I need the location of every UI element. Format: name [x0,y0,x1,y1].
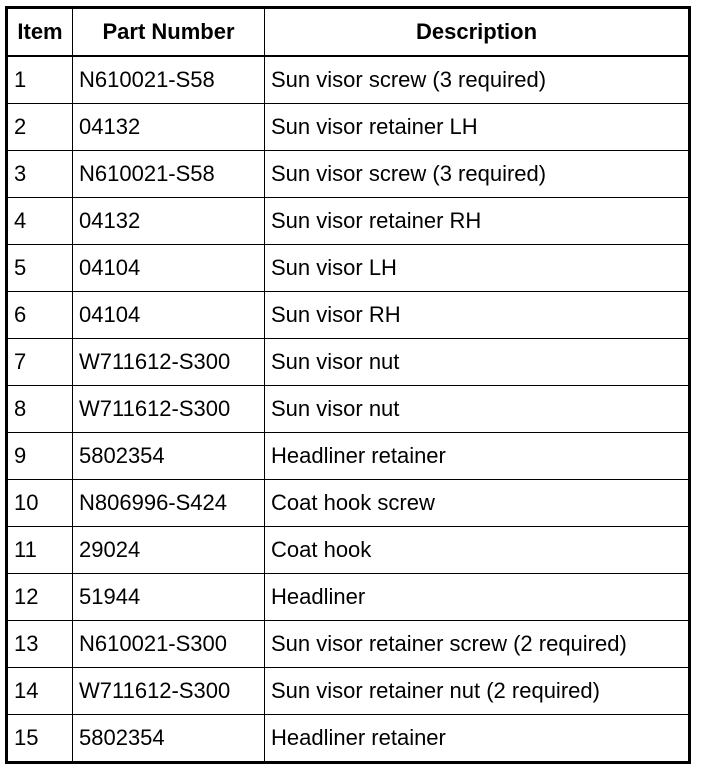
description-cell: Coat hook screw [265,480,690,527]
description-cell: Sun visor retainer RH [265,198,690,245]
table-row [7,574,690,621]
item-cell: 8 [7,386,73,433]
description-cell: Sun visor RH [265,292,690,339]
item-cell: 14 [7,668,73,715]
description-cell: Headliner retainer [265,433,690,480]
table-row [7,151,690,198]
description-cell: Sun visor retainer LH [265,104,690,151]
part-number-cell: 04104 [73,245,265,292]
description-cell: Sun visor LH [265,245,690,292]
item-cell: 9 [7,433,73,480]
column-header-item: Item [7,8,73,57]
column-header-part-number: Part Number [73,8,265,57]
description-cell: Sun visor screw (3 required) [265,151,690,198]
item-cell: 11 [7,527,73,574]
table-row [7,56,690,104]
part-number-cell: 51944 [73,574,265,621]
description-cell: Headliner [265,574,690,621]
item-cell: 15 [7,715,73,763]
description-cell: Sun visor retainer nut (2 required) [265,668,690,715]
part-number-cell: W711612-S300 [73,668,265,715]
table-row [7,480,690,527]
table-row [7,527,690,574]
table-row [7,198,690,245]
part-number-cell: W711612-S300 [73,339,265,386]
part-number-cell: 04132 [73,198,265,245]
item-cell: 6 [7,292,73,339]
table-row [7,668,690,715]
item-cell: 1 [7,56,73,104]
table-row [7,339,690,386]
part-number-cell: N806996-S424 [73,480,265,527]
table-row [7,621,690,668]
part-number-cell: N610021-S58 [73,56,265,104]
item-cell: 10 [7,480,73,527]
description-cell: Headliner retainer [265,715,690,763]
item-cell: 7 [7,339,73,386]
column-header-description: Description [265,8,690,57]
item-cell: 3 [7,151,73,198]
item-cell: 5 [7,245,73,292]
part-number-cell: W711612-S300 [73,386,265,433]
table-row [7,245,690,292]
description-cell: Sun visor retainer screw (2 required) [265,621,690,668]
part-number-cell: 04132 [73,104,265,151]
table-row [7,386,690,433]
description-cell: Sun visor nut [265,339,690,386]
part-number-cell: 04104 [73,292,265,339]
description-cell: Coat hook [265,527,690,574]
part-number-cell: 5802354 [73,715,265,763]
part-number-cell: N610021-S58 [73,151,265,198]
table-row [7,104,690,151]
part-number-cell: 29024 [73,527,265,574]
item-cell: 12 [7,574,73,621]
item-cell: 13 [7,621,73,668]
table-header-row [7,8,690,57]
item-cell: 2 [7,104,73,151]
part-number-cell: 5802354 [73,433,265,480]
parts-table [5,6,691,764]
table-row [7,433,690,480]
description-cell: Sun visor screw (3 required) [265,56,690,104]
table-row [7,715,690,763]
table-row [7,292,690,339]
description-cell: Sun visor nut [265,386,690,433]
table-body [7,56,690,763]
part-number-cell: N610021-S300 [73,621,265,668]
item-cell: 4 [7,198,73,245]
